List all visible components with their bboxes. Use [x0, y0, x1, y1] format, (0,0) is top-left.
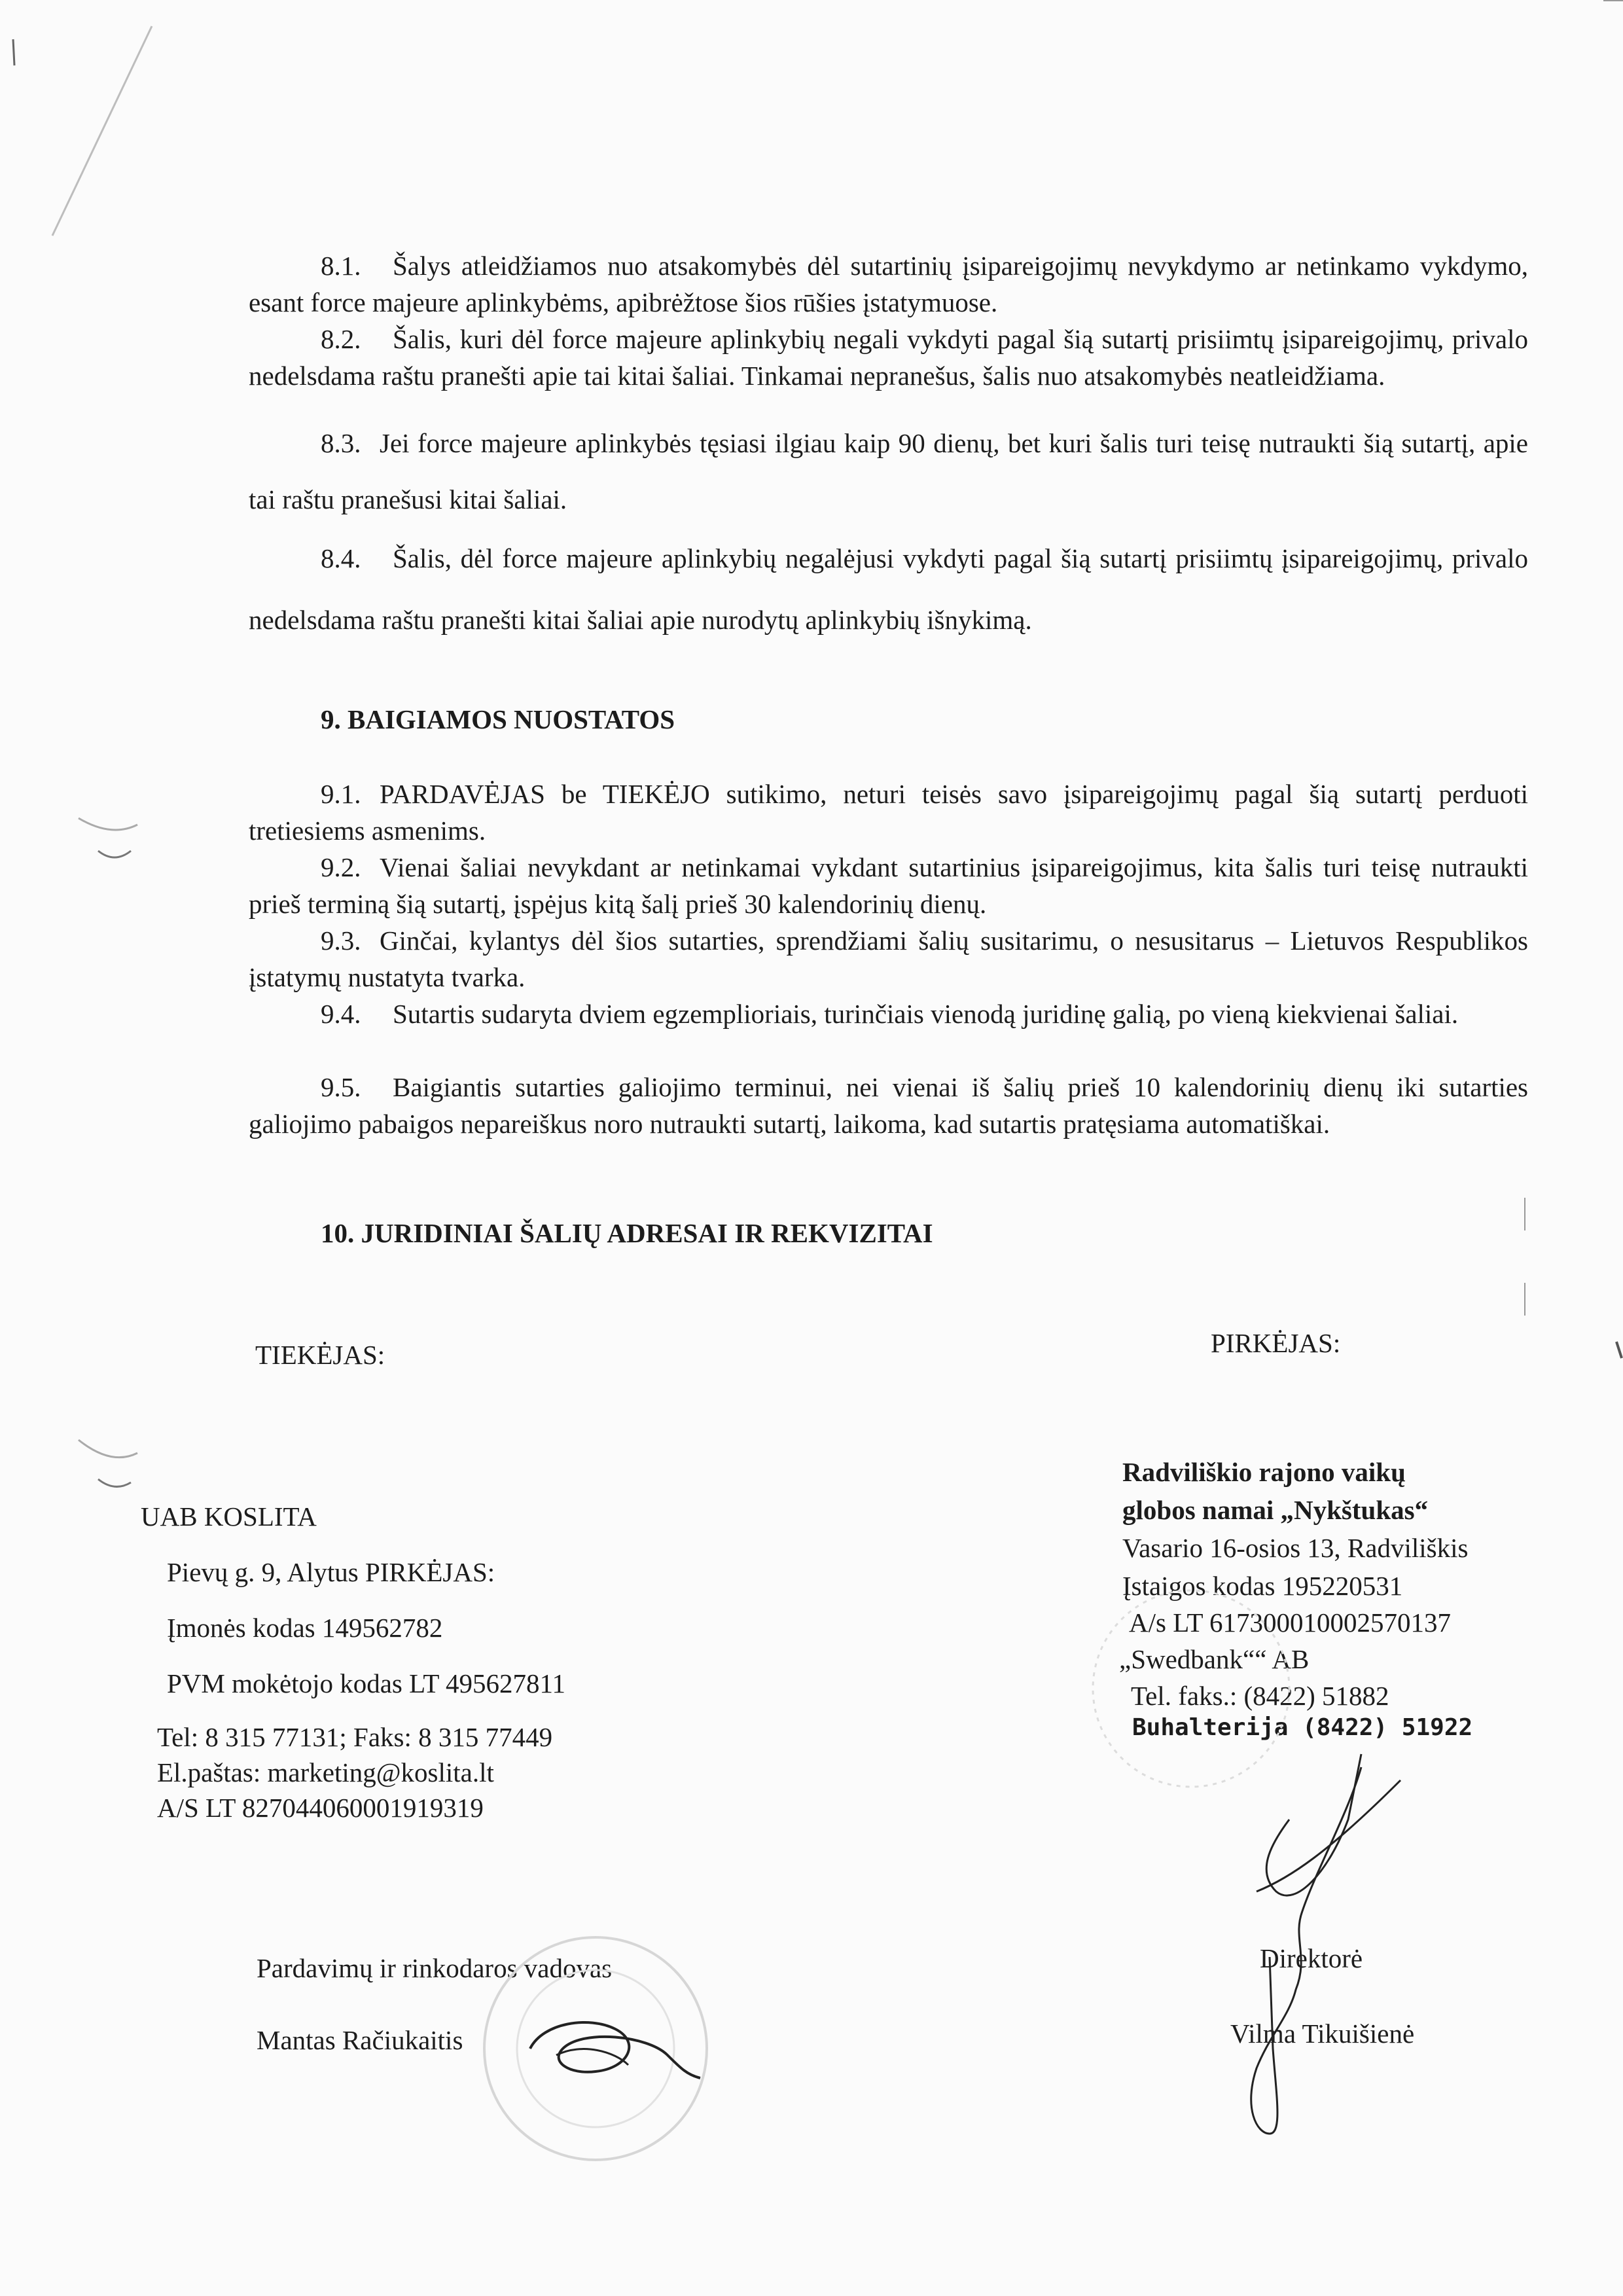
buyer-name-line1: Radviliškio rajono vaikų: [1122, 1457, 1406, 1487]
clause-number: 8.4.: [321, 543, 361, 573]
clause-number: 8.2.: [321, 324, 361, 354]
buyer-address: Vasario 16-osios 13, Radviliškis: [1122, 1533, 1469, 1563]
buyer-accounting-phone: Buhalterija (8422) 51922: [1132, 1714, 1473, 1741]
buyer-name-line2: globos namai „Nykštukas“: [1122, 1495, 1429, 1525]
clause-text: PARDAVĖJAS be TIEKĖJO sutikimo, neturi teisės savo įsipareigojimų pagal šią sutartį perduoti tretiesiems asmenims.: [249, 779, 1528, 846]
supplier-signer-title: Pardavimų ir rinkodaros vadovas: [257, 1953, 613, 1983]
clause-text: Šalis, dėl force majeure aplinkybių negalėjusi vykdyti pagal šią sutartį prisiimtų įsipareigojimų, privalo nedelsdama raštu pranešti kitai šaliai apie nurodytų aplinkybių išnykimą.: [249, 543, 1528, 635]
supplier-signer-name: Mantas Račiukaitis: [257, 2025, 463, 2055]
supplier-label: TIEKĖJAS:: [255, 1340, 385, 1370]
clause-8-1: [249, 247, 1528, 321]
supplier-phone-fax: Tel: 8 315 77131; Faks: 8 315 77449: [157, 1722, 553, 1752]
clause-text: Šalys atleidžiamos nuo atsakomybės dėl sutartinių įsipareigojimų nevykdymo ar netinkamo vykdymo, esant force majeure aplinkybėms, apibrėžtose šios rūšies įstatymuose.: [249, 251, 1528, 317]
clause-9-4: [249, 996, 1528, 1032]
clause-8-3: [249, 415, 1528, 528]
clause-text: Baigiantis sutarties galiojimo terminui, nei vienai iš šalių prieš 10 kalendorinių dienų iki sutarties galiojimo pabaigos nepareiškus noro nutraukti sutartį, laikoma, kad sutartis pratęsiama automatiškai.: [249, 1072, 1528, 1139]
buyer-signer-name: Vilma Tikuišienė: [1230, 2018, 1415, 2049]
clause-number: 9.1.: [321, 779, 361, 809]
buyer-phone-fax: Tel. faks.: (8422) 51882: [1131, 1681, 1389, 1711]
clause-text: Vienai šaliai nevykdant ar netinkamai vykdant sutartinius įsipareigojimus, kita šalis turi teisę nutraukti prieš terminą šią sutartį, įspėjus kitą šalį prieš 30 kalendorinių dienų.: [249, 852, 1528, 919]
supplier-name: UAB KOSLITA: [141, 1501, 317, 1532]
clause-number: 9.4.: [321, 999, 361, 1029]
section-9-heading: 9. BAIGIAMOS NUOSTATOS: [321, 704, 675, 734]
clause-number: 9.2.: [321, 852, 361, 882]
clause-text: Ginčai, kylantys dėl šios sutarties, sprendžiami šalių susitarimu, o nesusitarus – Lietuvos Respublikos įstatymų nustatyta tvarka.: [249, 925, 1528, 992]
supplier-address: Pievų g. 9, Alytus PIRKĖJAS:: [167, 1557, 495, 1587]
clause-text: Jei force majeure aplinkybės tęsiasi ilgiau kaip 90 dienų, bet kuri šalis turi teisę nutraukti šią sutartį, apie tai raštu pranešusi kitai šaliai.: [249, 428, 1528, 514]
buyer-bank: „Swedbank““ AB: [1119, 1644, 1310, 1674]
supplier-signature: [517, 2003, 707, 2088]
buyer-signature: [1230, 1741, 1414, 2147]
supplier-email: El.paštas: marketing@koslita.lt: [157, 1757, 494, 1787]
clause-text: Sutartis sudaryta dviem egzemplioriais, turinčiais vienodą juridinę galią, po vieną kiekvienai šaliai.: [393, 999, 1459, 1029]
clause-9-1: [249, 776, 1528, 849]
clause-8-4: [249, 528, 1528, 651]
clause-number: 8.1.: [321, 251, 361, 281]
clause-number: 8.3.: [321, 428, 361, 458]
supplier-vat-code: PVM mokėtojo kodas LT 495627811: [167, 1668, 565, 1698]
supplier-company-code: Įmonės kodas 149562782: [167, 1613, 443, 1643]
clause-9-3: [249, 922, 1528, 996]
clause-number: 9.3.: [321, 925, 361, 956]
clause-text: Šalis, kuri dėl force majeure aplinkybių negali vykdyti pagal šią sutartį prisiimtų įsipareigojimų, privalo nedelsdama raštu pranešti apie tai kitai šaliai. Tinkamai nepranešus, šalis nuo atsakomybės neatleidžiama.: [249, 324, 1528, 391]
buyer-label: PIRKĖJAS:: [1211, 1328, 1341, 1358]
supplier-account: A/S LT 827044060001919319: [157, 1793, 484, 1823]
clause-number: 9.5.: [321, 1072, 361, 1102]
buyer-account: A/s LT 617300010002570137: [1129, 1607, 1452, 1638]
clause-9-5: [249, 1069, 1528, 1142]
clause-8-2: [249, 321, 1528, 394]
clause-9-2: [249, 849, 1528, 922]
section-10-heading: 10. JURIDINIAI ŠALIŲ ADRESAI IR REKVIZITAI: [321, 1218, 933, 1248]
buyer-institution-code: Įstaigos kodas 195220531: [1122, 1571, 1403, 1601]
buyer-signer-title: Direktorė: [1260, 1943, 1363, 1973]
